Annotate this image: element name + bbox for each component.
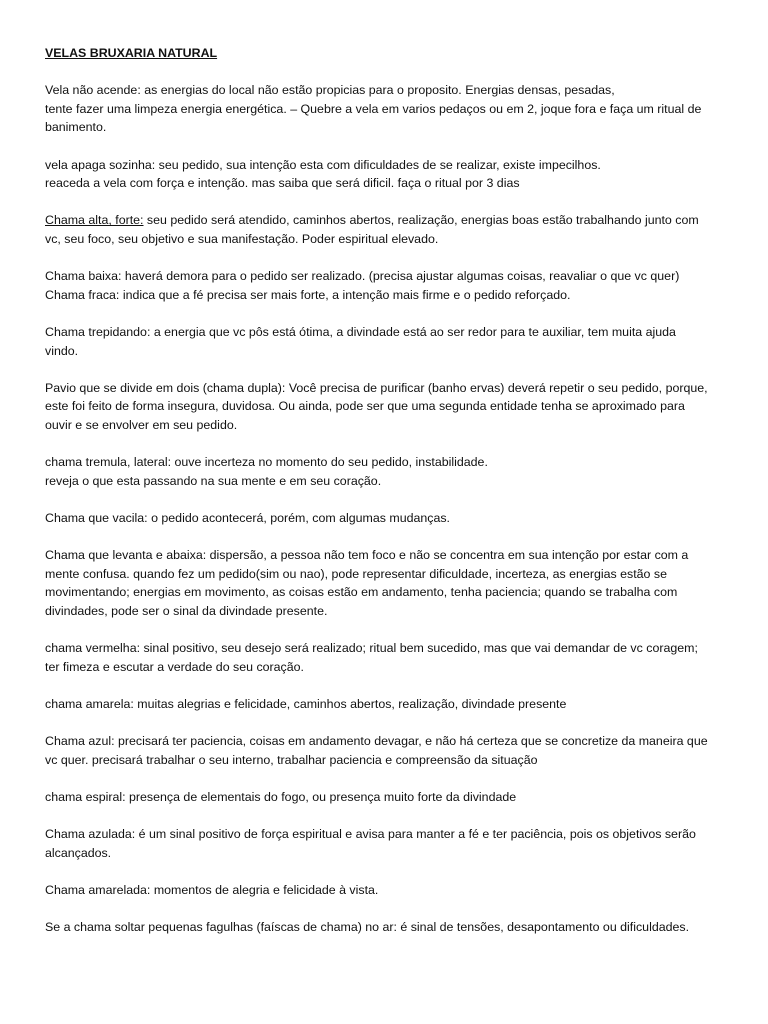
paragraph [45, 81, 725, 137]
paragraph-line: este foi feito de forma insegura, duvidosa. Ou ainda, pode ser que uma segunda entidade tenha se aproximado para [45, 399, 685, 414]
paragraph-line: reveja o que esta passando na sua mente e em seu coração. [45, 473, 382, 488]
paragraph-line: Chama amarelada: momentos de alegria e felicidade à vista. [45, 882, 379, 897]
paragraph [45, 453, 725, 490]
paragraph-line: mente confusa. quando fez um pedido(sim ou nao), pode representar dificuldade, incerteza, as energias estão se [45, 566, 667, 581]
paragraph [45, 546, 725, 620]
paragraph [45, 156, 725, 193]
paragraph-line: chama espiral: presença de elementais do fogo, ou presença muito forte da divindade [45, 789, 517, 804]
paragraph-line: Chama azulada: é um sinal positivo de força espiritual e avisa para manter a fé e ter paciência, pois os objetivos serão [45, 826, 696, 841]
paragraph-line: Chama trepidando: a energia que vc pôs está ótima, a divindade está ao ser redor para te auxiliar, tem muita ajuda [45, 324, 676, 339]
paragraph [45, 323, 725, 360]
paragraph [45, 379, 725, 435]
paragraph-line: Chama que levanta e abaixa: dispersão, a pessoa não tem foco e não se concentra em sua intenção por estar com a [45, 548, 689, 563]
paragraph-line: chama amarela: muitas alegrias e felicidade, caminhos abertos, realização, divindade presente [45, 696, 567, 711]
paragraph-line [45, 211, 725, 230]
paragraph-line: ouvir e se envolver em seu pedido. [45, 417, 238, 432]
paragraph-line: vc quer. precisará trabalhar o seu interno, trabalhar paciencia e compreensão da situação [45, 752, 538, 767]
paragraph [45, 732, 725, 769]
paragraph-line: Chama que vacila: o pedido acontecerá, porém, com algumas mudanças. [45, 510, 450, 525]
paragraph-line: Vela não acende: as energias do local não estão propicias para o proposito. Energias densas, pesadas, [45, 83, 615, 98]
paragraph [45, 918, 725, 937]
paragraph-line: Chama fraca: indica que a fé precisa ser mais forte, a intenção mais firme e o pedido reforçado. [45, 287, 571, 302]
paragraph [45, 788, 725, 807]
paragraph-line-text: seu pedido será atendido, caminhos abertos, realização, energias boas estão trabalhando junto com [143, 213, 699, 228]
paragraph [45, 881, 725, 900]
paragraph-line: vela apaga sozinha: seu pedido, sua intenção esta com dificuldades de se realizar, existe impecilhos. [45, 157, 601, 172]
paragraph-line: ter fimeza e escutar a verdade do seu coração. [45, 659, 304, 674]
paragraph-line: banimento. [45, 120, 107, 135]
paragraph [45, 825, 725, 862]
paragraph-line: Se a chama soltar pequenas fagulhas (faíscas de chama) no ar: é sinal de tensões, desapontamento ou dificuldades. [45, 919, 690, 934]
document-body [45, 81, 725, 936]
paragraph-line: chama tremula, lateral: ouve incerteza no momento do seu pedido, instabilidade. [45, 455, 488, 470]
paragraph-line: alcançados. [45, 845, 112, 860]
paragraph-lead: Chama alta, forte: [45, 213, 144, 228]
document-title: VELAS BRUXARIA NATURAL [45, 46, 218, 60]
paragraph-line: Pavio que se divide em dois (chama dupla): Você precisa de purificar (banho ervas) deverá repetir o seu pedido, porque, [45, 380, 708, 395]
paragraph [45, 509, 725, 528]
paragraph-line: Chama baixa: haverá demora para o pedido ser realizado. (precisa ajustar algumas coisas, reavaliar o que vc quer) [45, 269, 680, 284]
paragraph [45, 267, 725, 304]
paragraph-line: divindades, pode ser o sinal da divindade presente. [45, 603, 328, 618]
paragraph [45, 639, 725, 676]
paragraph-line: reaceda a vela com força e intenção. mas saiba que será dificil. faça o ritual por 3 dias [45, 176, 520, 191]
paragraph-line: Chama azul: precisará ter paciencia, coisas em andamento devagar, e não há certeza que se concretize da maneira que [45, 733, 708, 748]
paragraph [45, 695, 725, 714]
document-page [45, 44, 725, 955]
paragraph [45, 211, 725, 248]
paragraph-line: vindo. [45, 343, 79, 358]
paragraph-line: chama vermelha: sinal positivo, seu desejo será realizado; ritual bem sucedido, mas que vai demandar de vc coragem; [45, 641, 698, 655]
paragraph-line: movimentando; energias em movimento, as coisas estão em andamento, tenha paciencia; quando se trabalha com [45, 585, 678, 600]
paragraph-line: vc, seu foco, seu objetivo e sua manifestação. Poder espiritual elevado. [45, 231, 439, 246]
paragraph-line: tente fazer uma limpeza energia energética. – Quebre a vela em varios pedaços ou em 2, joque fora e faça um ritual de [45, 101, 702, 116]
